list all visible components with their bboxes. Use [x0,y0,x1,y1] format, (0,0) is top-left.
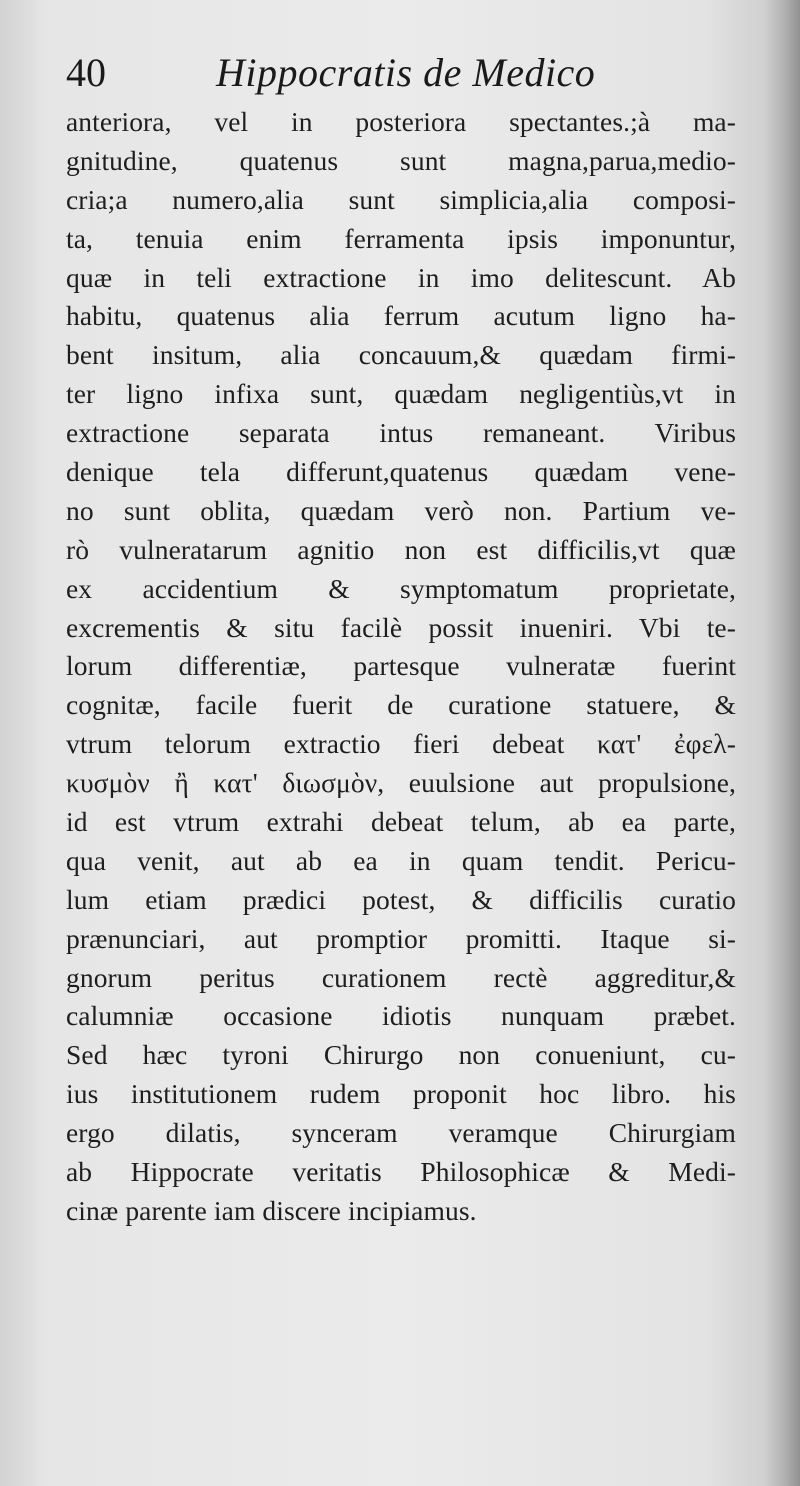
text-line: cognitæ, facile fuerit de curatione statuere, & [66,689,736,721]
text-line: rò vulneratarum agnitio non est difficilis,vt quæ [66,533,736,565]
text-line: no sunt oblita, quædam verò non. Partium ve- [66,494,736,526]
text-line: Sed hæc tyroni Chirurgo non conueniunt, cu- [66,1039,736,1071]
text-line: ex accidentium & symptomatum proprietate, [66,572,736,604]
text-line: ergo dilatis, synceram veramque Chirurgiam [66,1117,736,1149]
text-line: extractione separata intus remaneant. Viribus [66,417,736,449]
text-line: ter ligno infixa sunt, quædam negligentiùs,vt in [66,378,736,410]
text-line: id est vtrum extrahi debeat telum, ab ea parte, [66,806,736,838]
body-text [66,103,736,1231]
text-line: gnitudine, quatenus sunt magna,parua,medio- [66,144,736,176]
text-line: excrementis & situ facilè possit inueniri. Vbi te- [66,611,736,643]
text-line: gnorum peritus curationem rectè aggreditur,& [66,961,736,993]
text-line: calumniæ occasione idiotis nunquam præbet. [66,1000,736,1032]
text-line: denique tela differunt,quatenus quædam vene- [66,456,736,488]
text-line: habitu, quatenus alia ferrum acutum ligno ha- [66,300,736,332]
text-line: cria;a numero,alia sunt simplicia,alia composi- [66,183,736,215]
text-line: prænunciari, aut promptior promitti. Itaque si- [66,922,736,954]
text-line: anteriora, vel in posteriora spectantes.;à ma- [66,106,736,137]
running-title: Hippocratis de Medico [216,50,596,95]
text-line: vtrum telorum extractio fieri debeat κατ' ἐφελ- [66,728,736,760]
text-line: lorum differentiæ, partesque vulneratæ fuerint [66,650,736,682]
gutter-shadow [764,0,800,1486]
text-line: quæ in teli extractione in imo delitescunt. Ab [66,261,736,293]
page-number: 40 [66,50,106,95]
text-line-last: cinæ parente iam discere incipiamus. [66,1194,477,1226]
text-line: ius institutionem rudem proponit hoc libro. his [66,1078,736,1110]
text-line: lum etiam prædici potest, & difficilis curatio [66,883,736,915]
text-line: qua venit, aut ab ea in quam tendit. Pericu- [66,844,736,876]
text-line: κυσμὸν ἢ κατ' διωσμὸν, euulsione aut propulsione, [66,767,736,799]
text-line: bent insitum, alia concauum,& quædam firmi- [66,339,736,371]
page-header [66,46,726,100]
text-line: ta, tenuia enim ferramenta ipsis imponuntur, [66,222,736,254]
text-line: ab Hippocrate veritatis Philosophicæ & Medi- [66,1156,736,1188]
